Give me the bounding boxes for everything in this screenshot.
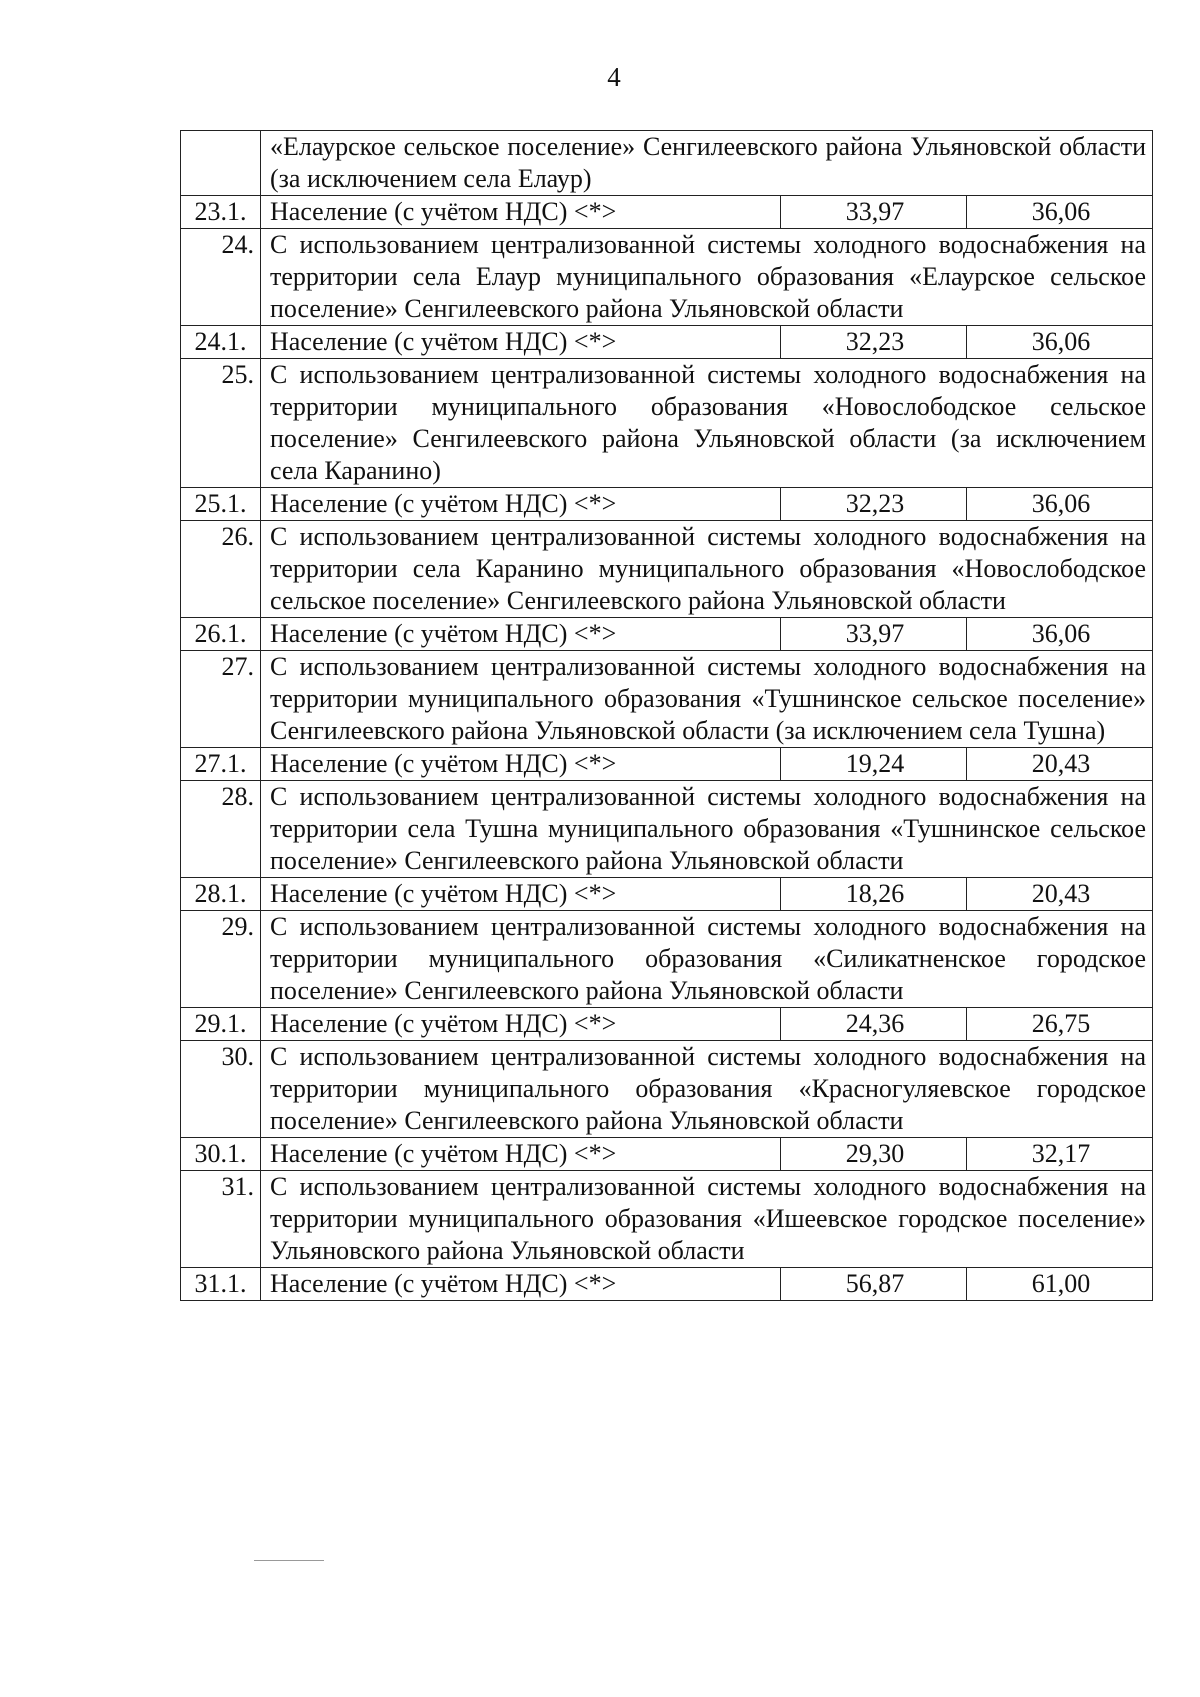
table-row-continuation [181,131,1153,196]
row-number: 31.1. [181,1268,261,1301]
table-row-tariff [181,196,1153,229]
tariff-value-first-period: 32,23 [781,326,967,359]
row-number: 29.1. [181,1008,261,1041]
table-row-description [181,521,1153,618]
row-number: 26.1. [181,618,261,651]
table-row-tariff [181,618,1153,651]
row-description: С использованием централизованной системы холодного водоснабжения на территории муниципального образования «Ишеевское городское поселение» Ульяновского района Ульяновской области [261,1171,1153,1268]
tariff-value-second-period: 36,06 [967,488,1153,521]
row-number: 27.1. [181,748,261,781]
consumer-label: Население (с учётом НДС) <*> [261,488,781,521]
row-number: 30. [181,1041,261,1138]
tariff-value-first-period: 56,87 [781,1268,967,1301]
row-number: 23.1. [181,196,261,229]
tariff-value-second-period: 32,17 [967,1138,1153,1171]
row-description: С использованием централизованной системы холодного водоснабжения на территории села Каранино муниципального образования «Новослободское сельское поселение» Сенгилеевского района Ульяновской области [261,521,1153,618]
consumer-label: Население (с учётом НДС) <*> [261,618,781,651]
row-description: С использованием централизованной системы холодного водоснабжения на территории села Елаур муниципального образования «Елаурское сельское поселение» Сенгилеевского района Ульяновской области [261,229,1153,326]
tariff-value-first-period: 29,30 [781,1138,967,1171]
tariff-value-first-period: 32,23 [781,488,967,521]
consumer-label: Население (с учётом НДС) <*> [261,1138,781,1171]
tariff-value-first-period: 33,97 [781,618,967,651]
row-number: 30.1. [181,1138,261,1171]
table-row-tariff [181,326,1153,359]
tariff-value-second-period: 20,43 [967,878,1153,911]
table-row-description [181,1041,1153,1138]
table-row-description [181,911,1153,1008]
tariff-value-second-period: 61,00 [967,1268,1153,1301]
table-row-tariff [181,488,1153,521]
tariff-value-second-period: 20,43 [967,748,1153,781]
table-row-description [181,229,1153,326]
table-row-tariff [181,878,1153,911]
row-number: 31. [181,1171,261,1268]
row-number: 29. [181,911,261,1008]
tariff-value-second-period: 36,06 [967,196,1153,229]
table-row-tariff [181,748,1153,781]
tariff-value-first-period: 18,26 [781,878,967,911]
table-row-tariff [181,1268,1153,1301]
tariff-value-second-period: 36,06 [967,618,1153,651]
row-number: 24. [181,229,261,326]
consumer-label: Население (с учётом НДС) <*> [261,748,781,781]
tariff-value-first-period: 33,97 [781,196,967,229]
tariff-value-second-period: 26,75 [967,1008,1153,1041]
consumer-label: Население (с учётом НДС) <*> [261,326,781,359]
tariff-table [180,130,1153,1301]
consumer-label: Население (с учётом НДС) <*> [261,1268,781,1301]
row-description: С использованием централизованной системы холодного водоснабжения на территории села Тушна муниципального образования «Тушнинское сельское поселение» Сенгилеевского района Ульяновской области [261,781,1153,878]
row-description: С использованием централизованной системы холодного водоснабжения на территории муниципального образования «Новослободское сельское поселение» Сенгилеевского района Ульяновской области (за исключением села Каранино) [261,359,1153,488]
row-number: 24.1. [181,326,261,359]
row-number: 25. [181,359,261,488]
row-description: «Елаурское сельское поселение» Сенгилеевского района Ульяновской области (за исключением села Елаур) [261,131,1153,196]
row-description: С использованием централизованной системы холодного водоснабжения на территории муниципального образования «Тушнинское сельское поселение» Сенгилеевского района Ульяновской области (за исключением села Тушна) [261,651,1153,748]
row-number: 27. [181,651,261,748]
table-row-description [181,651,1153,748]
decorative-underline [254,1560,324,1561]
row-number [181,131,261,196]
consumer-label: Население (с учётом НДС) <*> [261,1008,781,1041]
page-number: 4 [607,62,621,92]
consumer-label: Население (с учётом НДС) <*> [261,878,781,911]
tariff-value-first-period: 19,24 [781,748,967,781]
row-description: С использованием централизованной системы холодного водоснабжения на территории муниципального образования «Силикатненское городское поселение» Сенгилеевского района Ульяновской области [261,911,1153,1008]
row-number: 28.1. [181,878,261,911]
table-row-description [181,781,1153,878]
table-row-description [181,359,1153,488]
table-row-description [181,1171,1153,1268]
row-number: 26. [181,521,261,618]
row-number: 28. [181,781,261,878]
tariff-value-first-period: 24,36 [781,1008,967,1041]
row-number: 25.1. [181,488,261,521]
tariff-table-body [181,131,1153,1301]
consumer-label: Население (с учётом НДС) <*> [261,196,781,229]
table-row-tariff [181,1138,1153,1171]
row-description: С использованием централизованной системы холодного водоснабжения на территории муниципального образования «Красногуляевское городское поселение» Сенгилеевского района Ульяновской области [261,1041,1153,1138]
tariff-value-second-period: 36,06 [967,326,1153,359]
table-row-tariff [181,1008,1153,1041]
